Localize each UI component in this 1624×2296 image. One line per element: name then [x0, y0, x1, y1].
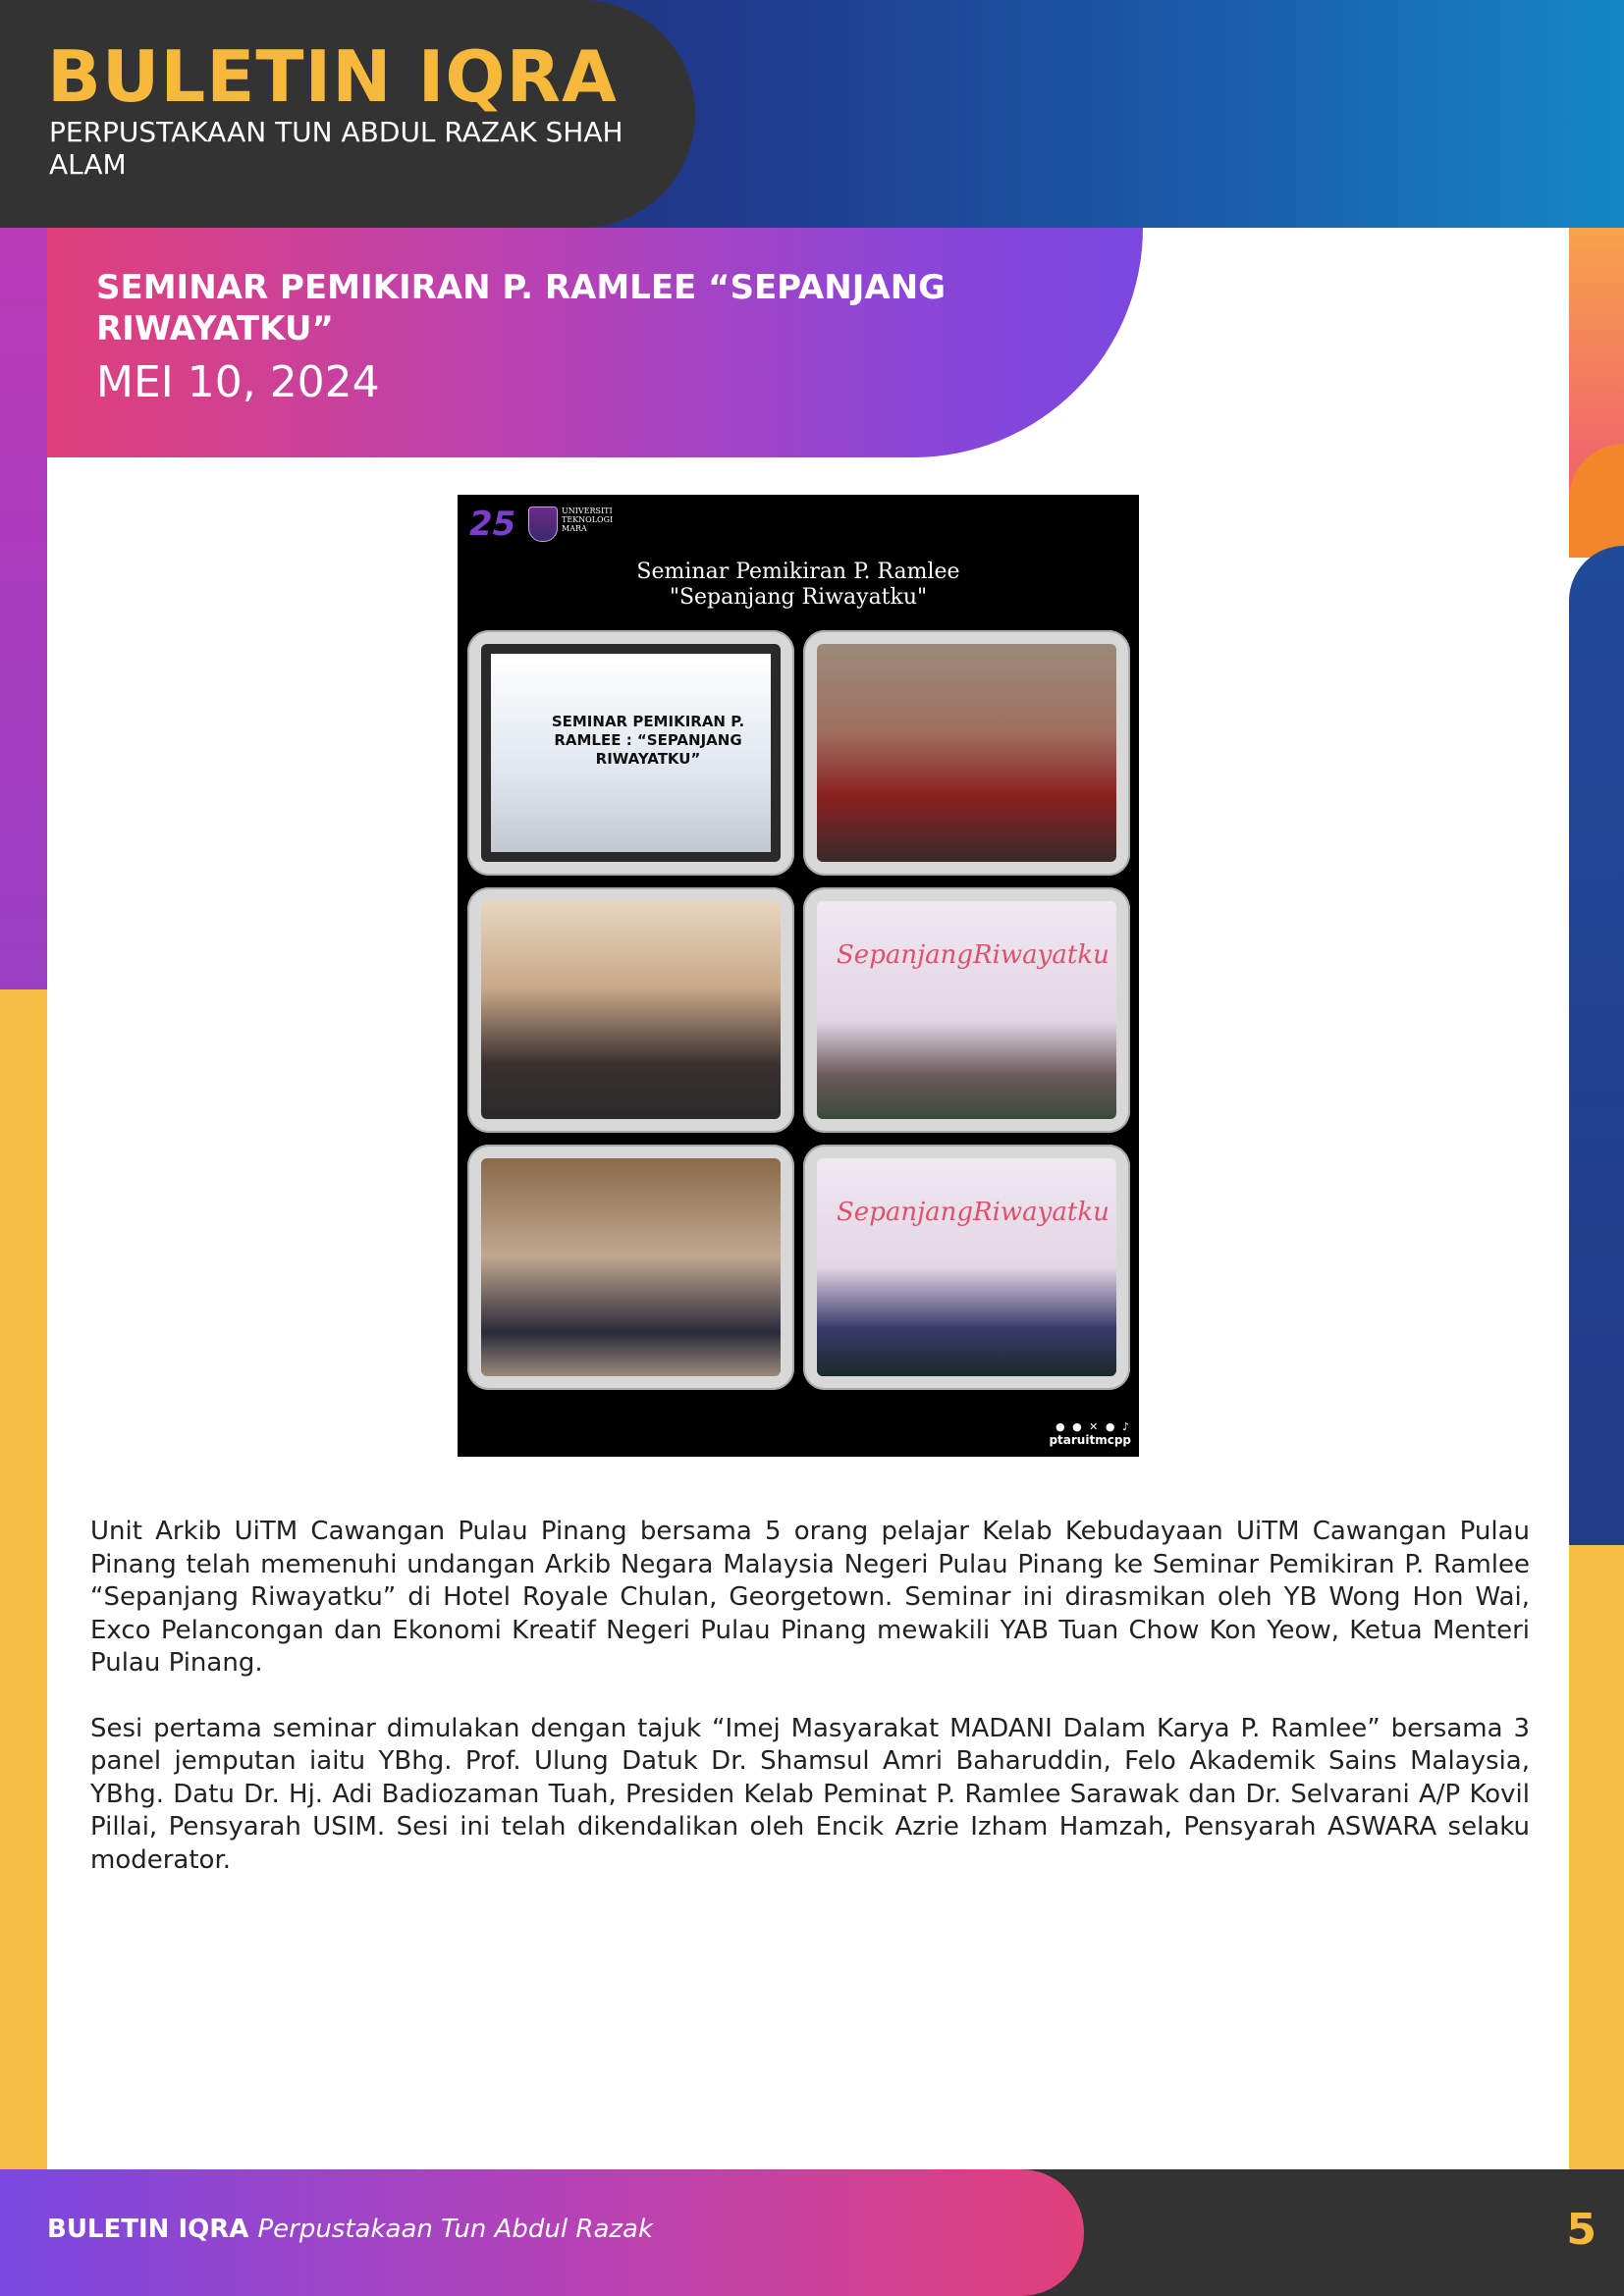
masthead-title: BULETIN IQRA	[47, 35, 618, 118]
poster-title	[458, 560, 1139, 611]
right-accent-bar-yellow	[1569, 1545, 1624, 2169]
uitm-crest-icon	[528, 507, 558, 542]
photo-panel-stage	[803, 887, 1130, 1133]
photo-frame	[481, 1158, 781, 1376]
left-accent-bar	[0, 228, 47, 989]
social-icons: ● ● ✕ ● ♪	[1055, 1420, 1131, 1433]
article-date: MEI 10, 2024	[96, 357, 380, 407]
photo-group-stage	[803, 1145, 1130, 1390]
photo-frame	[481, 644, 781, 862]
footer-brand: BULETIN IQRA	[47, 2215, 258, 2244]
screen-caption: SEMINAR PEMIKIRAN P. RAMLEE : “SEPANJANG RIWAYATKU”	[551, 713, 745, 768]
photo-group-lobby	[467, 1145, 794, 1390]
photo-frame	[817, 644, 1116, 862]
paragraph-2: Sesi pertama seminar dimulakan dengan tajuk “Imej Masyarakat MADANI Dalam Karya P. Ramlee” bersama 3 panel jemputan iaitu YBhg. Prof. Ulung Datuk Dr. Shamsul Amri Baharuddin, Felo Akademik Sains Malaysia, YBhg. Datu Dr. Hj. Adi Badiozaman Tuah, Presiden Kelab Peminat P. Ramlee Sarawak dan Dr. Selvarani A/P Kovil Pillai, Pensyarah USIM. Sesi ini telah dikendalikan oleh Encik Azrie Izham Hamzah, Pensyarah ASWARA selaku moderator.	[90, 1713, 1530, 1875]
photo-seminar-screen	[467, 630, 794, 876]
footer-library: Perpustakaan Tun Abdul Razak	[257, 2215, 654, 2244]
photo-exhibition-booth	[803, 630, 1130, 876]
photo-group-students	[467, 887, 794, 1133]
photo-frame	[481, 901, 781, 1119]
social-handle: ptaruitmcpp	[1049, 1433, 1131, 1447]
photo-frame	[817, 1158, 1116, 1376]
poster-title-line2: "Sepanjang Riwayatku"	[669, 585, 928, 610]
footer	[0, 2169, 1624, 2296]
banner-script-text: SepanjangRiwayatku	[837, 1198, 1110, 1227]
paragraph-1: Unit Arkib UiTM Cawangan Pulau Pinang bersama 5 orang pelajar Kelab Kebudayaan UiTM Cawangan Pulau Pinang telah memenuhi undangan Arkib Negara Malaysia Negeri Pulau Pinang ke Seminar Pemikiran P. Ramlee “Sepanjang Riwayatku” di Hotel Royale Chulan, Georgetown. Seminar ini dirasmikan oleh YB Wong Hon Wai, Exco Pelancongan dan Ekonomi Kreatif Negeri Pulau Pinang mewakili YAB Tuan Chow Kon Yeow, Ketua Menteri Pulau Pinang.	[90, 1517, 1530, 1678]
article-title: SEMINAR PEMIKIRAN P. RAMLEE “SEPANJANG RIWAYATKU”	[96, 268, 947, 348]
footer-text	[47, 2215, 653, 2244]
article-header	[47, 228, 1143, 457]
poster-social	[1049, 1420, 1131, 1447]
masthead	[0, 0, 695, 228]
anniversary-logo: 25	[469, 505, 516, 544]
masthead-subtitle: PERPUSTAKAAN TUN ABDUL RAZAK SHAH ALAM	[49, 116, 623, 181]
left-accent-bar-yellow	[0, 989, 47, 2169]
photo-frame	[817, 901, 1116, 1119]
article-body	[90, 1516, 1530, 1909]
university-name: UNIVERSITI TEKNOLOGI MARA	[562, 507, 614, 533]
seminar-poster-image	[458, 495, 1139, 1457]
page-number: 5	[1566, 2205, 1597, 2255]
right-accent-bar-blue	[1569, 546, 1624, 1545]
banner-script-text: SepanjangRiwayatku	[837, 940, 1110, 970]
poster-title-line1: Seminar Pemikiran P. Ramlee	[636, 560, 960, 584]
